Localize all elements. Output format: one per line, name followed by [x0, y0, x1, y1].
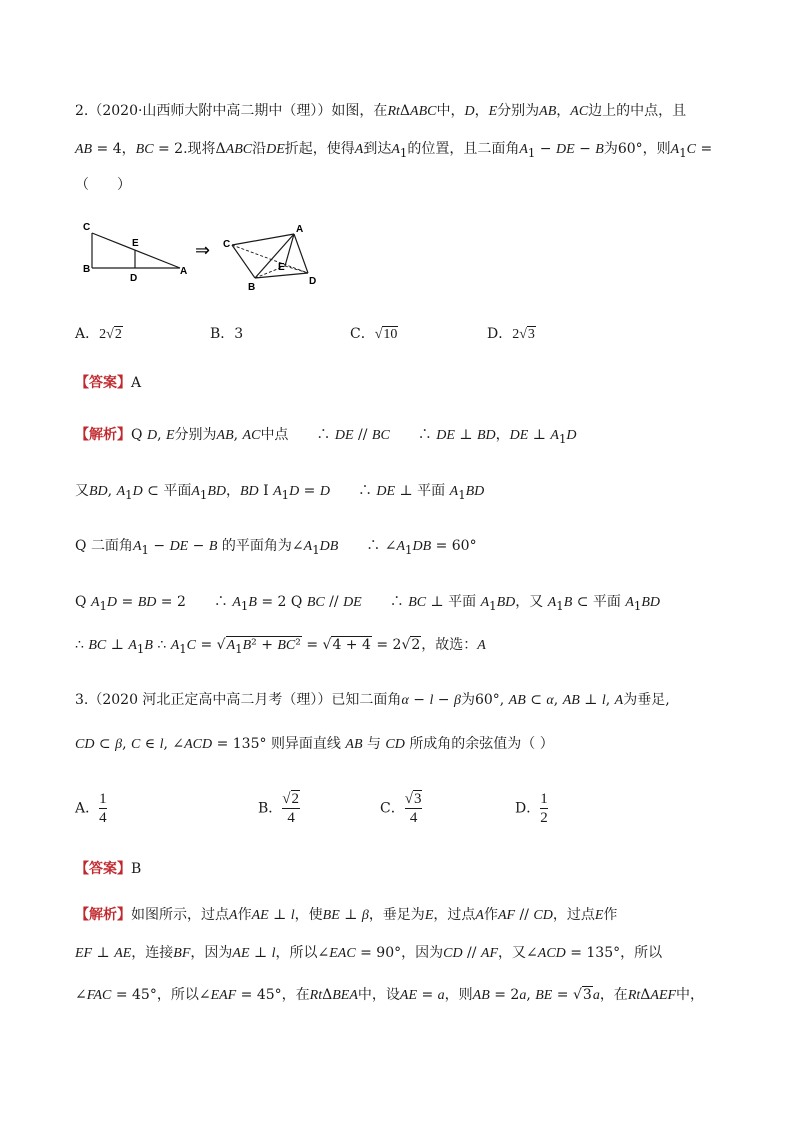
q2-stem-line2: AB = 4，BC = 2.现将ΔABC沿DE折起，使得A到达$A_1$的位置，且二面角$A_1$ − DE − B为60°，则$A_1C$ = [75, 141, 713, 160]
q3-analysis-line2: EF ⊥ AE，连接BF，因为AE ⊥ l，所以∠EAC = 90°，因为CD // AF，又∠ACD = 135°，所以 [75, 945, 663, 961]
label-B: B [83, 264, 91, 275]
label-A: A [180, 266, 188, 277]
label-D: D [130, 273, 138, 284]
label-D-folded: D [309, 276, 317, 287]
q2-answer: 【答案】A [75, 375, 142, 391]
q3-answer: 【答案】B [75, 861, 142, 877]
q2-figure [80, 218, 330, 293]
q2-stem-line1: 2.（2020·山西师大附中高二期中（理））如图，在RtΔABC中，D，E分别为AB，AC边上的中点，且 [75, 103, 687, 119]
label-B-folded: B [248, 282, 256, 293]
q2-option-a[interactable]: A．2√2 [75, 326, 122, 342]
label-C-folded: C [223, 239, 231, 250]
q3-source: 3.（2020 河北正定高中高二月考（理））已知二面角 [75, 692, 402, 708]
q2-source: 2.（2020·山西师大附中高二期中（理））如图，在 [75, 103, 388, 119]
q2-option-c[interactable]: C．√10 [350, 326, 398, 342]
q2-option-d[interactable]: D．2√3 [487, 326, 535, 342]
q3-stem-line2: CD ⊂ β, C ∈ l, ∠ACD = 135° 则异面直线 AB 与 CD 所成角的余弦值为（ ） [75, 736, 554, 752]
label-A1: A [296, 224, 304, 235]
q2-analysis-line2: 又BD, $A_1D$ ⊂ 平面$A_1BD$，BD I $A_1D = D$ ∴ DE ⊥ 平面 $A_1BD$ [75, 483, 485, 502]
q3-option-d[interactable]: D． $\frac{1}{2}$ [515, 791, 548, 826]
label-E: E [132, 238, 139, 249]
q2-option-b[interactable]: B．3 [210, 326, 244, 342]
label-E-folded: E [278, 262, 285, 273]
q3-analysis-line1: 【解析】如图所示，过点A作AE ⊥ l，使BE ⊥ β，垂足为E，过点A作AF // CD，过点E作 [75, 907, 618, 923]
q3-option-a[interactable]: A． $\frac{1}{4}$ [75, 791, 107, 826]
label-C: C [83, 222, 91, 233]
q2-analysis-line3: Q 二面角$A_1$ − DE − B 的平面角为$\angle A_1DB$ ∴ $\angle A_1DB = 60^\circ$ [75, 538, 477, 557]
q3-stem-line1: 3.（2020 河北正定高中高二月考（理））已知二面角α − l − β为60°, AB ⊂ α, AB ⊥ l, A为垂足, [75, 692, 670, 708]
q3-option-b[interactable]: B． $\frac{√2}{4}$ [258, 791, 300, 826]
q3-option-c[interactable]: C． $\frac{√3}{4}$ [380, 791, 422, 826]
q3-analysis-line3: ∠FAC = 45°，所以∠EAF = 45°，在RtΔBEA中，设AE = a，则AB = 2a, BE = √3a，在RtΔAEF中， [75, 987, 705, 1003]
fold-arrow: ⇒ [195, 240, 211, 260]
q2-blank: （ ） [75, 177, 131, 193]
q2-analysis-line4: Q $A_1D$ = BD = 2 ∴ $A_1B = 2$ Q BC // DE ∴ BC ⊥ 平面 $A_1BD$，又 $A_1B$ ⊂ 平面 $A_1BD$ [75, 594, 661, 613]
q2-analysis-line1: 【解析】Q D, E分别为AB, AC中点 ∴ DE // BC ∴ DE ⊥ BD，DE ⊥ $A_1D$ [75, 427, 577, 446]
folded-pyramid [232, 234, 308, 278]
q2-analysis-line5: ∴ BC ⊥ $A_1B$ ∴ $A_1C = √A_1B^2 + BC^2 = √4 + 4 = 2√2$，故选：A [75, 637, 486, 656]
